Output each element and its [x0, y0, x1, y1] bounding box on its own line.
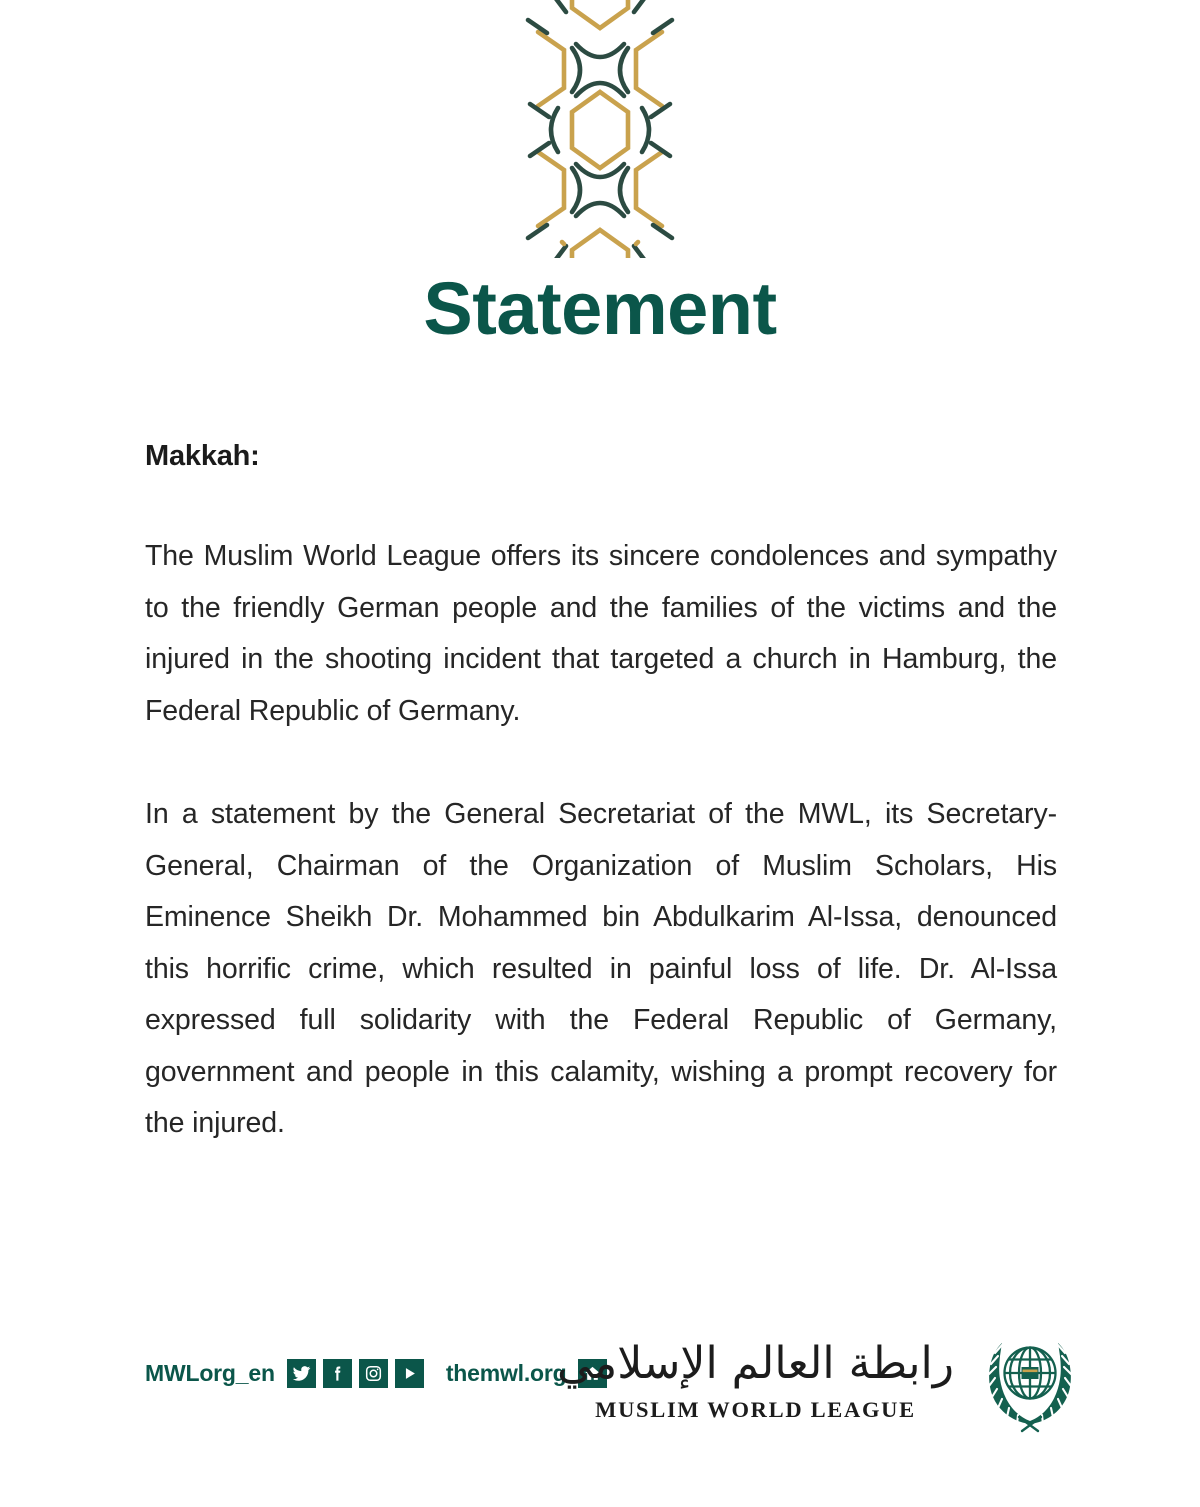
mwl-logo — [557, 1323, 1082, 1435]
social-links-row — [145, 1359, 607, 1388]
twitter-bird-glyph — [292, 1364, 311, 1383]
globe-laurel-wreath-emblem — [978, 1323, 1082, 1435]
facebook-f-glyph — [328, 1364, 347, 1383]
logo-arabic-text: رابطة العالم الإسلامي — [556, 1337, 954, 1389]
statement-paragraph-1: The Muslim World League offers its sincere condolences and sympathy to the friendly German people and the families of the victims and the injured in the shooting incident that targeted a church in Hamburg, the Federal Republic of Germany. — [145, 540, 1057, 727]
dateline: Makkah: — [145, 440, 260, 472]
header-ornament — [0, 0, 1200, 258]
social-handle: MWLorg_en — [145, 1360, 275, 1386]
facebook-icon[interactable] — [323, 1359, 352, 1388]
instagram-camera-glyph — [364, 1364, 383, 1383]
youtube-play-glyph — [400, 1364, 419, 1383]
instagram-icon[interactable] — [359, 1359, 388, 1388]
youtube-icon[interactable] — [395, 1359, 424, 1388]
emblem-glyph — [978, 1323, 1082, 1435]
statement-body — [145, 440, 1057, 1150]
footer — [0, 1311, 1200, 1461]
statement-paragraph-2: In a statement by the General Secretariat of the MWL, its Secretary-General, Chairman of the Organization of Muslim Scholars, His Eminence Sheikh Dr. Mohammed bin Abdulkarim Al-Issa, denounced this horrific crime, which resulted in painful loss of life. Dr. Al-Issa expressed full solidarity with the Federal Republic of Germany, government and people in this calamity, wishing a prompt recovery for the injured. — [145, 798, 1057, 1139]
twitter-icon[interactable] — [287, 1359, 316, 1388]
islamic-geometric-pattern-icon — [500, 0, 700, 258]
website-label: themwl.org — [445, 1360, 567, 1386]
page-title: Statement — [423, 267, 777, 350]
logo-wordmark — [557, 1336, 954, 1423]
logo-latin-text: MUSLIM WORLD LEAGUE — [595, 1396, 916, 1422]
